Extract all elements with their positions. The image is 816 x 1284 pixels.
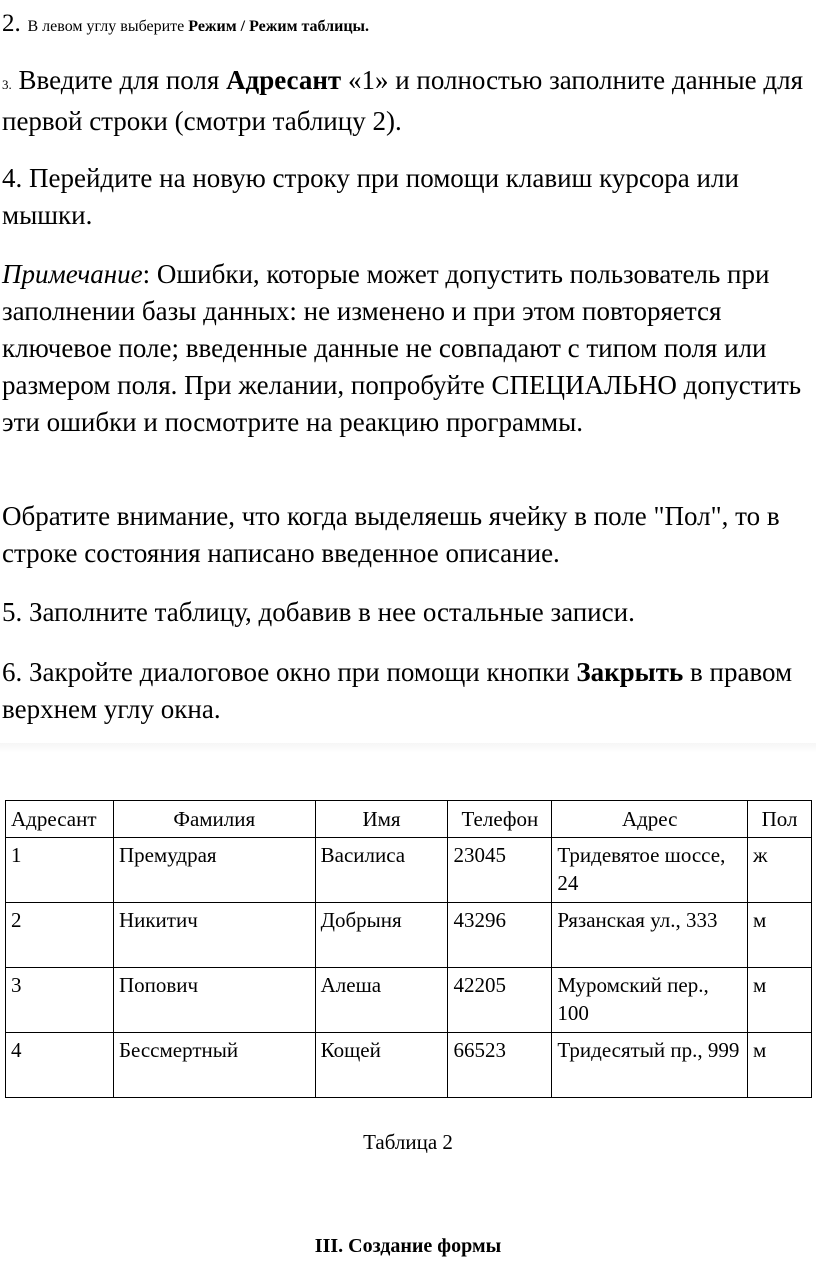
step-5-paragraph: 5. Заполните таблицу, добавив в нее остальные записи. (2, 597, 635, 627)
header-cell-adresant: Адресант (6, 801, 114, 838)
table-cell: 66523 (448, 1033, 552, 1098)
step-6-text-before: 6. Закройте диалоговое окно при помощи кнопки (2, 657, 577, 687)
header-cell-imya: Имя (315, 801, 448, 838)
divider-band (0, 743, 816, 753)
table-row (6, 1033, 812, 1098)
step-2-paragraph (2, 4, 369, 45)
table-cell: ж (748, 838, 812, 903)
table-caption: Таблица 2 (363, 1130, 453, 1154)
table-row (6, 838, 812, 903)
section-title: III. Создание формы (314, 1235, 502, 1257)
table-row (6, 968, 812, 1033)
table-cell: Бессмертный (113, 1033, 315, 1098)
table-cell: 1 (6, 838, 114, 903)
note-text: : Ошибки, которые может допустить пользователь при заполнении базы данных: не изменено и при этом повторяется ключевое поле; введенные данные не совпадают с типом поля или размером поля. При желании, попробуйте СПЕЦИАЛЬНО допустить эти ошибки и посмотрите на реакцию программы. (2, 259, 802, 437)
step-6-bold: Закрыть (576, 657, 684, 687)
table-row (6, 903, 812, 968)
table-cell: 43296 (448, 903, 552, 968)
table-cell: Тридевятое шоссе, 24 (552, 838, 748, 903)
table-cell: м (748, 968, 812, 1033)
step-3-number: 3. (2, 77, 12, 92)
step-6-text-after: в правом верхнем углу окна. (2, 657, 793, 724)
table-cell: 3 (6, 968, 114, 1033)
step-3-paragraph (2, 62, 814, 140)
step-3-text-after: «1» и полностью заполните данные для первой строки (смотри таблицу 2). (2, 65, 804, 136)
table-cell: 42205 (448, 968, 552, 1033)
table-cell: Премудрая (113, 838, 315, 903)
step-2-text-wrap (28, 18, 370, 35)
attention-paragraph: Обратите внимание, что когда выделяешь ячейку в поле "Пол", то в строке состояния написано введенное описание. (2, 501, 780, 568)
table-cell: Рязанская ул., 333 (552, 903, 748, 968)
table-cell: Добрыня (315, 903, 448, 968)
note-label: Примечание (2, 259, 143, 289)
step-2-number: 2. (2, 10, 21, 37)
step-4-paragraph: 4. Перейдите на новую строку при помощи клавиш курсора или мышки. (2, 163, 739, 230)
step-2-bold: Режим / Режим таблицы. (188, 18, 370, 35)
table-cell: Алеша (315, 968, 448, 1033)
table-header-row (6, 801, 812, 838)
step-6-paragraph (2, 654, 814, 728)
table-cell: м (748, 1033, 812, 1098)
header-cell-pol: Пол (748, 801, 812, 838)
header-cell-familiya: Фамилия (113, 801, 315, 838)
table-cell: Попович (113, 968, 315, 1033)
table-cell: Василиса (315, 838, 448, 903)
table-cell: Муромский пер., 100 (552, 968, 748, 1033)
table-cell: 23045 (448, 838, 552, 903)
table-cell: 4 (6, 1033, 114, 1098)
step-3-text-before: Введите для поля (11, 65, 227, 95)
header-cell-telefon: Телефон (448, 801, 552, 838)
records-table (5, 800, 812, 1098)
table-cell: Тридесятый пр., 999 (552, 1033, 748, 1098)
step-3-bold-field: Адресант (226, 65, 342, 95)
table-cell: 2 (6, 903, 114, 968)
step-2-text: В левом углу выберите (27, 18, 189, 35)
header-cell-adres: Адрес (552, 801, 748, 838)
note-paragraph (2, 256, 814, 441)
table-cell: м (748, 903, 812, 968)
table-cell: Кощей (315, 1033, 448, 1098)
table-cell: Никитич (113, 903, 315, 968)
